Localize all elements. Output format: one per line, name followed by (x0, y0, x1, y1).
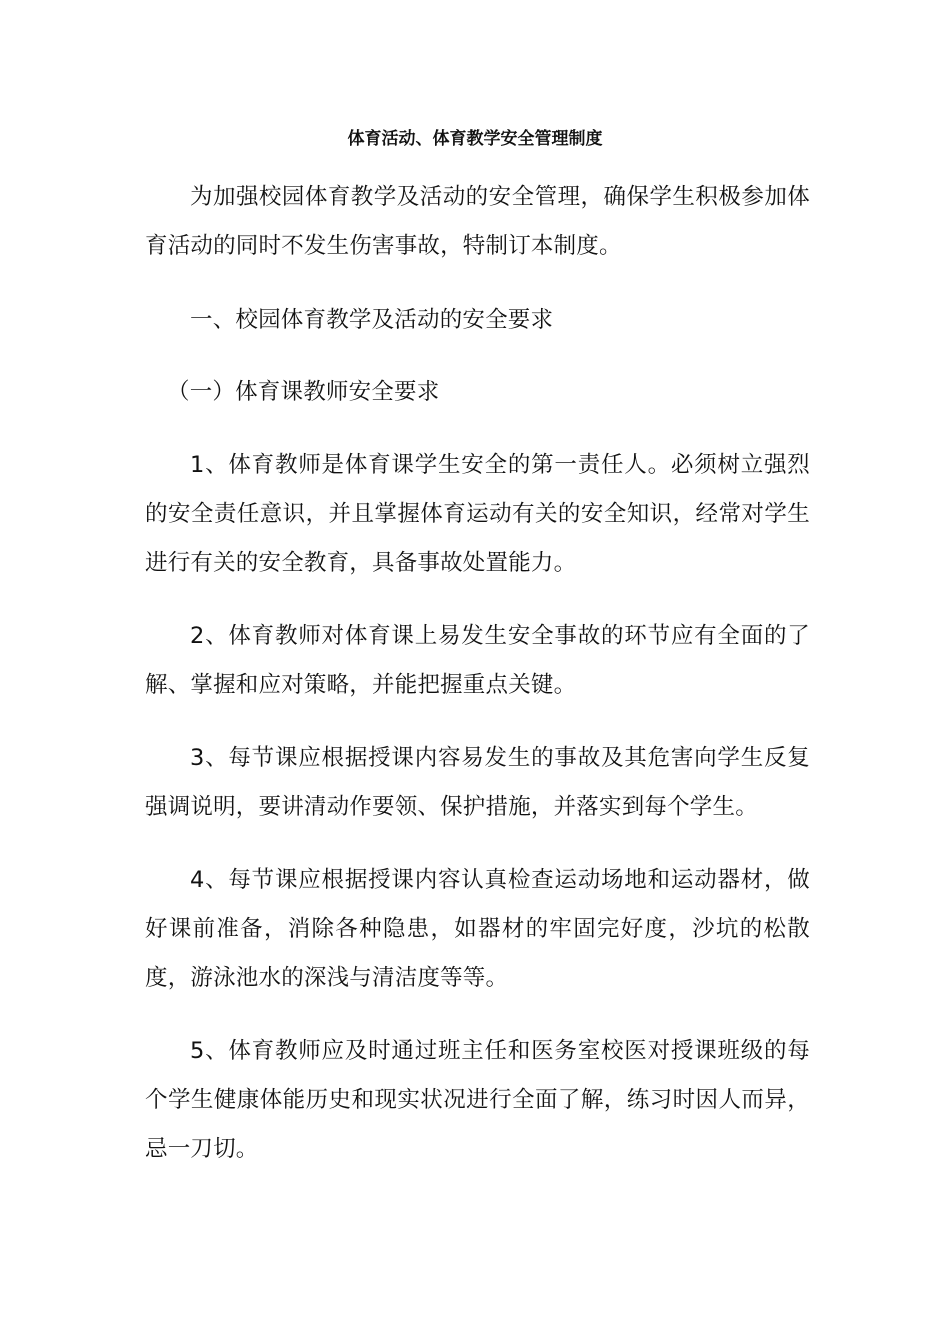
section-heading: 一、校园体育教学及活动的安全要求 (190, 307, 554, 333)
list-item: 4、每节课应根据授课内容认真检查运动场地和运动器材，做好课前准备，消除各种隐患，如器材的牢固完好度，沙坑的松散度，游泳池水的深浅与清洁度等等。 (145, 867, 810, 991)
document-title: 体育活动、体育教学安全管理制度 (347, 129, 603, 149)
list-item: 5、体育教师应及时通过班主任和医务室校医对授课班级的每个学生健康体能历史和现实状况进行全面了解，练习时因人而异，忌一刀切。 (145, 1038, 810, 1162)
list-item: 3、每节课应根据授课内容易发生的事故及其危害向学生反复强调说明，要讲清动作要领、保护措施，并落实到每个学生。 (145, 745, 810, 820)
subsection-heading: （一）体育课教师安全要求 (167, 379, 440, 405)
list-item: 2、体育教师对体育课上易发生安全事故的环节应有全面的了解、掌握和应对策略，并能把握重点关键。 (145, 623, 810, 698)
intro-paragraph: 为加强校园体育教学及活动的安全管理，确保学生积极参加体育活动的同时不发生伤害事故，特制订本制度。 (145, 184, 810, 259)
list-item: 1、体育教师是体育课学生安全的第一责任人。必须树立强烈的安全责任意识，并且掌握体育运动有关的安全知识，经常对学生进行有关的安全教育，具备事故处置能力。 (145, 452, 810, 576)
